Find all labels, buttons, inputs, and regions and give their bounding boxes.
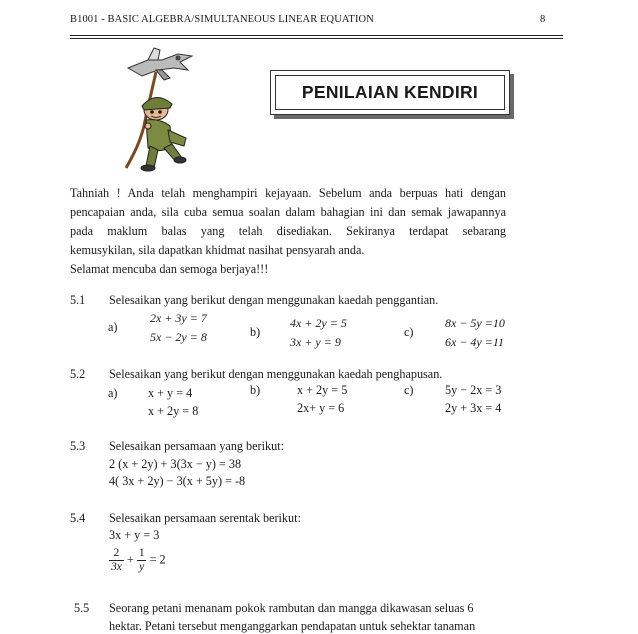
intro-paragraph [70, 184, 506, 279]
self-assessment-banner [270, 70, 510, 115]
equation: 5y − 2x = 3 [445, 383, 502, 397]
banner-title: PENILAIAN KENDIRI [275, 75, 505, 110]
question-text: Selesaikan persamaan serentak berikut: [109, 511, 301, 525]
header-rule-bottom [70, 38, 563, 39]
soldier-on-rope-illustration [118, 46, 200, 178]
equation: 8x − 5y =10 [445, 316, 505, 330]
intro-closing: Selamat mencuba dan semoga berjaya!!! [70, 262, 269, 276]
equation: 6x − 4y =11 [445, 335, 504, 349]
header-rule-top [70, 35, 563, 36]
soldier-icon [141, 97, 186, 171]
part-label: a) [108, 320, 118, 334]
part-label: a) [108, 386, 118, 400]
question-number: 5.1 [70, 293, 86, 307]
question-number: 5.4 [70, 511, 86, 525]
fraction-denominator: y [139, 561, 145, 573]
equation: x + 2y = 5 [297, 383, 348, 397]
question-number: 5.5 [74, 601, 90, 615]
fraction [109, 547, 124, 574]
question-text: Selesaikan yang berikut dengan menggunakan kaedah penghapusan. [109, 367, 443, 381]
fraction-equation [109, 547, 166, 574]
part-label: c) [404, 383, 414, 397]
plus-sign: + [126, 552, 134, 567]
equation: x + y = 4 [148, 386, 193, 400]
part-label: b) [250, 383, 261, 397]
page-number: 8 [540, 14, 546, 25]
fraction [137, 547, 147, 574]
question-number: 5.3 [70, 439, 86, 453]
fraction-denominator: 3x [111, 561, 122, 573]
airplane-icon [128, 48, 192, 80]
intro-line: kemusykilan, sila dapatkan khidmat nasihat pensyarah anda. [70, 243, 365, 257]
equation: 4( 3x + 2y) − 3(x + 5y) = -8 [109, 474, 246, 488]
intro-line: pencapaian anda, sila cuba semua soalan dalam bahagian ini dan semak jawapannya [70, 205, 506, 219]
part-label: c) [404, 325, 414, 339]
intro-line: Tahniah ! Anda telah menghampiri kejayaan. Sebelum anda berpuas hati dengan [70, 186, 506, 200]
equation: 2 (x + 2y) + 3(3x − y) = 38 [109, 457, 242, 471]
equation: 3x + y = 9 [290, 335, 341, 349]
equation: 2x + 3y = 7 [150, 311, 207, 325]
running-header-title: B1001 - BASIC ALGEBRA/SIMULTANEOUS LINEAR EQUATION [70, 14, 374, 25]
question-text: Selesaikan persamaan yang berikut: [109, 439, 284, 453]
part-label: b) [250, 325, 261, 339]
equation: 4x + 2y = 5 [290, 316, 347, 330]
intro-line: pada maklum balas yang telah disediakan. Sekiranya terdapat sebarang [70, 224, 506, 238]
equation: 2x+ y = 6 [297, 401, 345, 415]
equation-rhs: = 2 [149, 552, 166, 567]
equation: 5x − 2y = 8 [150, 330, 207, 344]
question-number: 5.2 [70, 367, 86, 381]
question-text: Seorang petani menanam pokok rambutan dan mangga dikawasan seluas 6 [109, 601, 474, 615]
equation: 3x + y = 3 [109, 528, 160, 542]
question-text: hektar. Petani tersebut menganggarkan pendapatan untuk sehektar tanaman [109, 619, 476, 633]
fraction-numerator: 2 [113, 547, 120, 559]
fraction-numerator: 1 [138, 547, 145, 559]
equation: x + 2y = 8 [148, 404, 199, 418]
question-text: Selesaikan yang berikut dengan menggunakan kaedah penggantian. [109, 293, 439, 307]
equation: 2y + 3x = 4 [445, 401, 502, 415]
